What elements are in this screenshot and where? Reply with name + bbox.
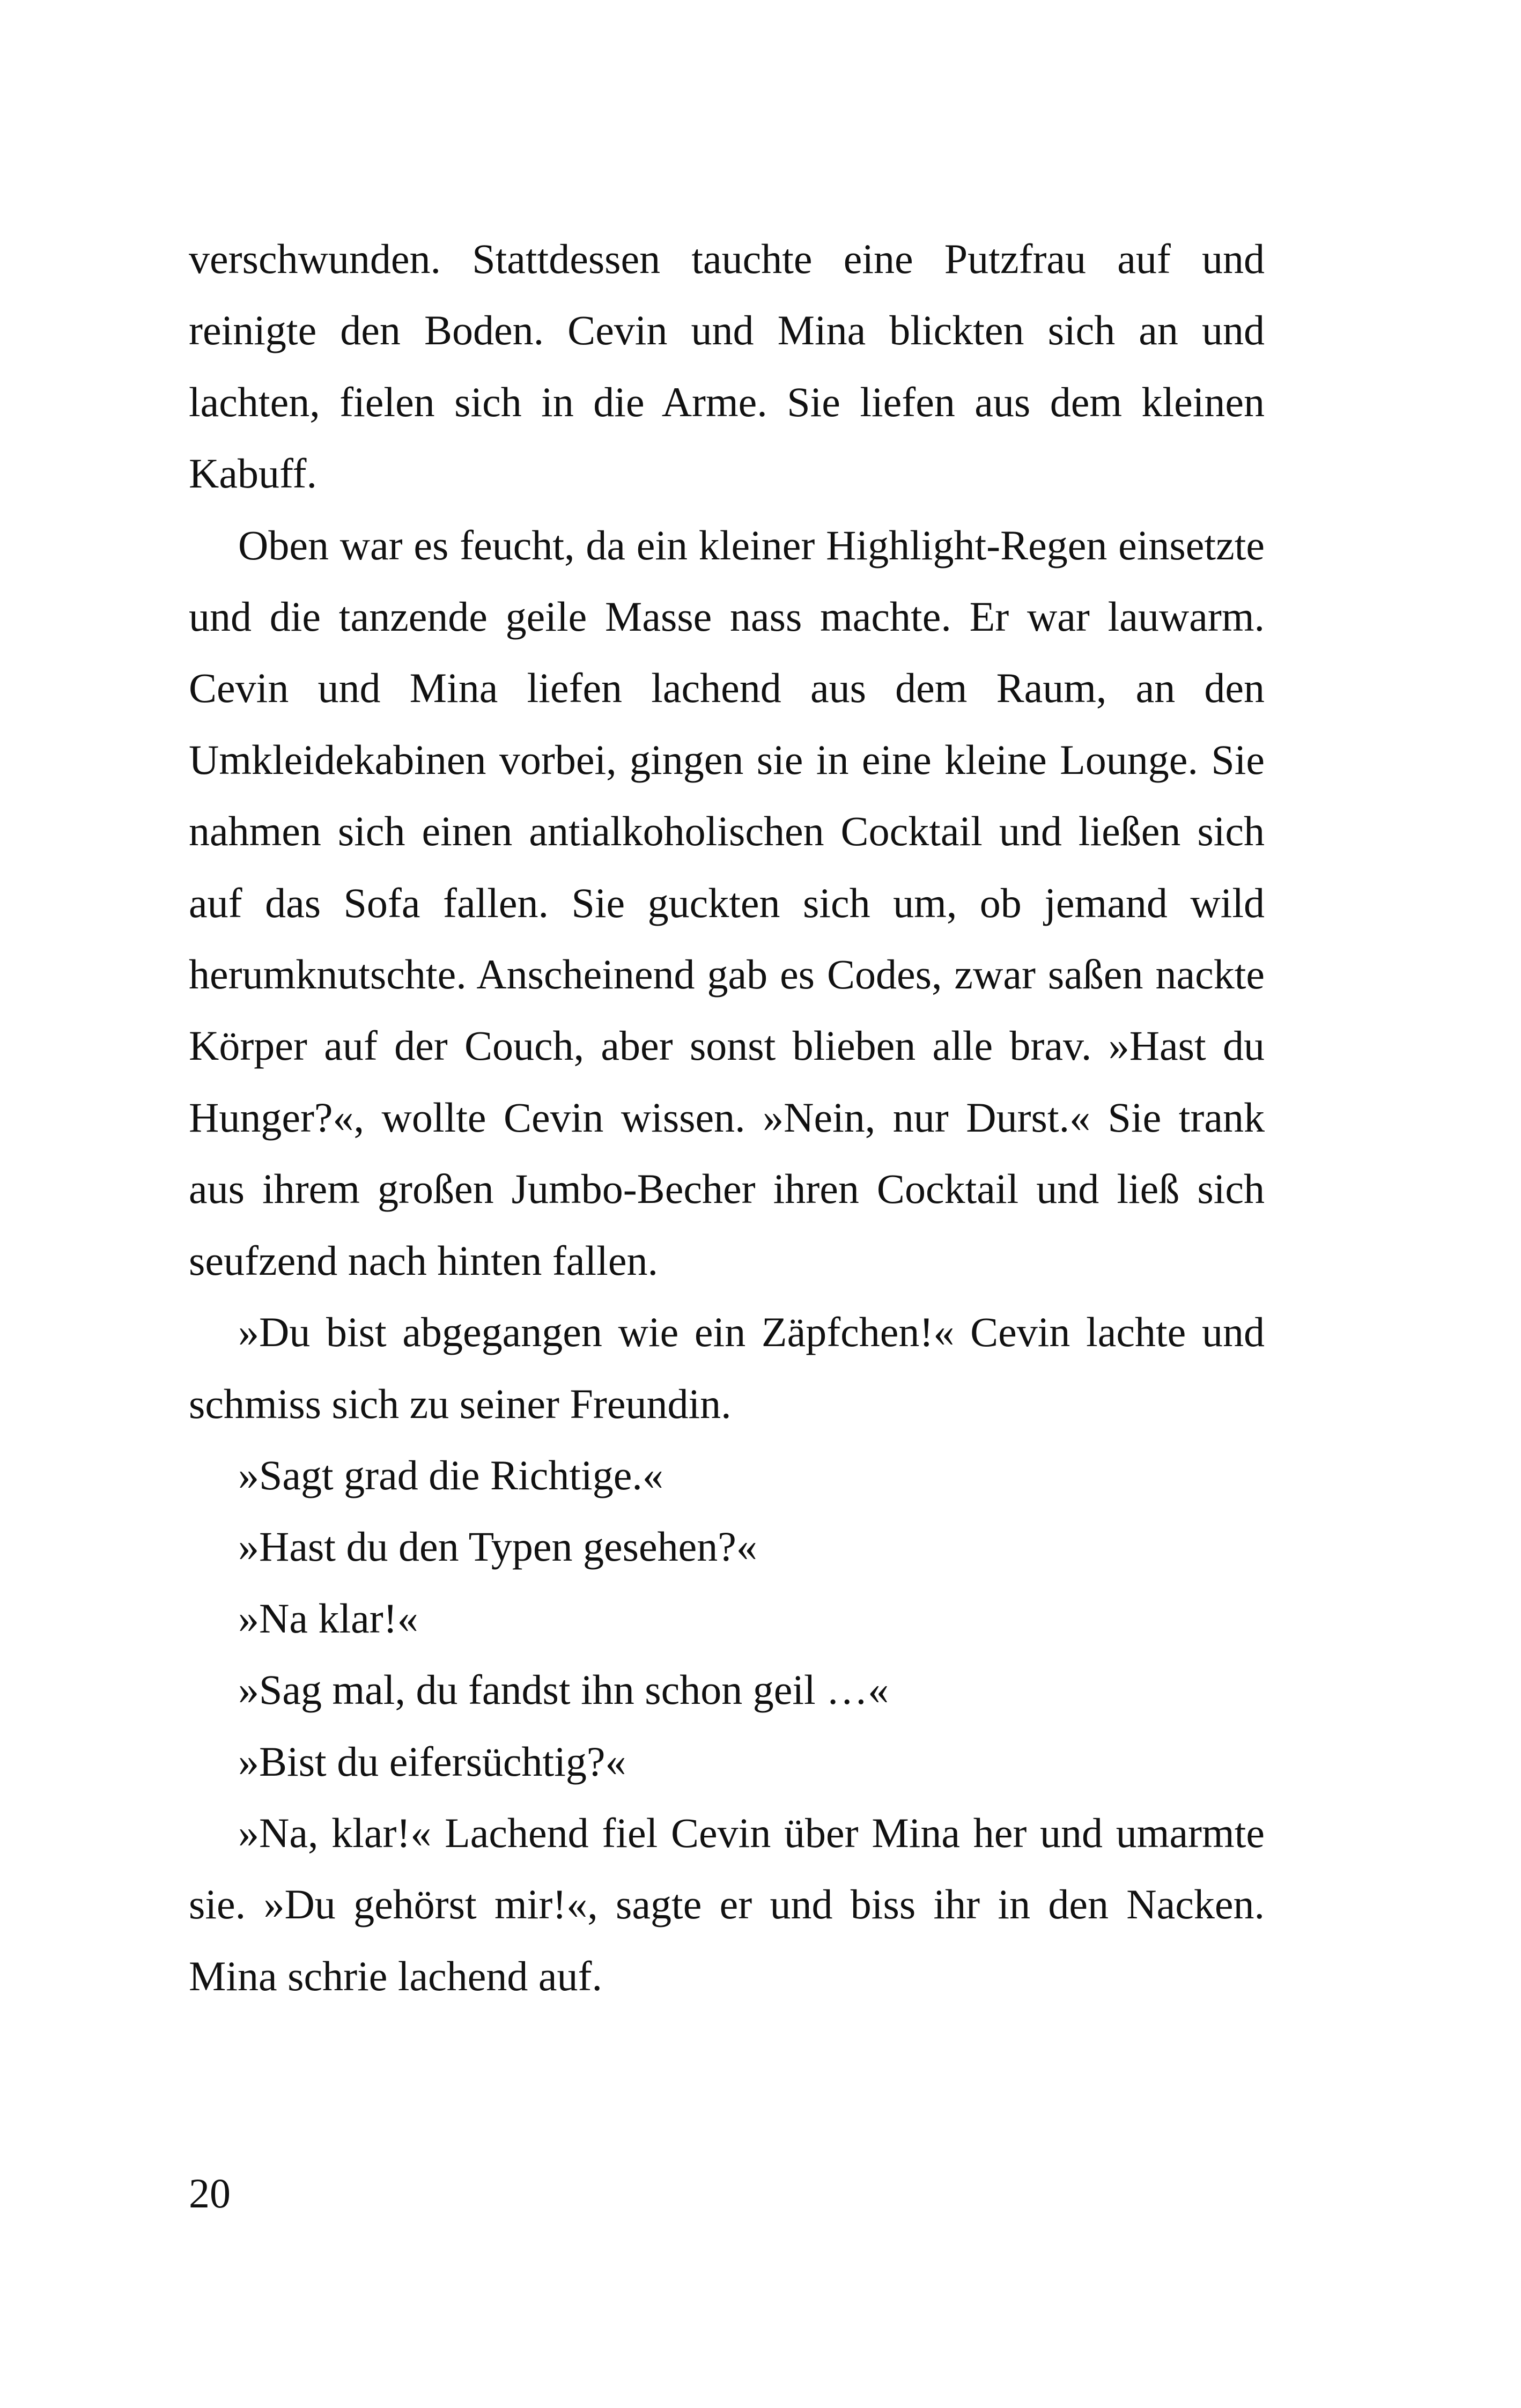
paragraph: »Sagt grad die Richtige.« [238, 1451, 663, 1498]
page-number: 20 [189, 2170, 231, 2217]
paragraph: »Na, klar!« Lachend fiel Cevin über Mina her und umarmte sie. »Du gehörst mir!«, sagte er und biss ihr in den Nacken. Mina schrie lachend auf. [189, 1809, 1265, 1999]
paragraph: »Du bist abgegangen wie ein Zäpfchen!« Cevin lachte und schmiss sich zu seiner Freundin. [189, 1309, 1265, 1427]
paragraph: »Na klar!« [238, 1594, 418, 1642]
paragraph: verschwunden. Stattdessen tauchte eine Putzfrau auf und reinigte den Boden. Cevin und Mina blickten sich an und lachten, fielen sich in die Arme. Sie liefen aus dem kleinen Kabuff. [189, 235, 1265, 497]
body-text [189, 223, 1265, 2012]
paragraph: Oben war es feucht, da ein kleiner Highlight-Regen einsetzte und die tanzende geile Masse nass machte. Er war lauwarm. Cevin und Mina liefen lachend aus dem Raum, an den Umkleidekabinen vorbei, gingen sie in eine kleine Lounge. Sie nahmen sich einen antialkoholischen Cocktail und ließen sich auf das Sofa fallen. Sie guckten sich um, ob jemand wild herumknutschte. Anscheinend gab es Codes, zwar saßen nackte Körper auf der Couch, aber sonst blieben alle brav. »Hast du Hunger?«, wollte Cevin wissen. »Nein, nur Durst.« Sie trank aus ihrem großen Jumbo-Becher ihren Cocktail und ließ sich seufzend nach hinten fallen. [189, 521, 1265, 1284]
paragraph: »Sag mal, du fandst ihn schon geil …« [238, 1666, 889, 1713]
paragraph: »Hast du den Typen gesehen?« [238, 1523, 757, 1570]
paragraph: »Bist du eifersüchtig?« [238, 1738, 626, 1785]
